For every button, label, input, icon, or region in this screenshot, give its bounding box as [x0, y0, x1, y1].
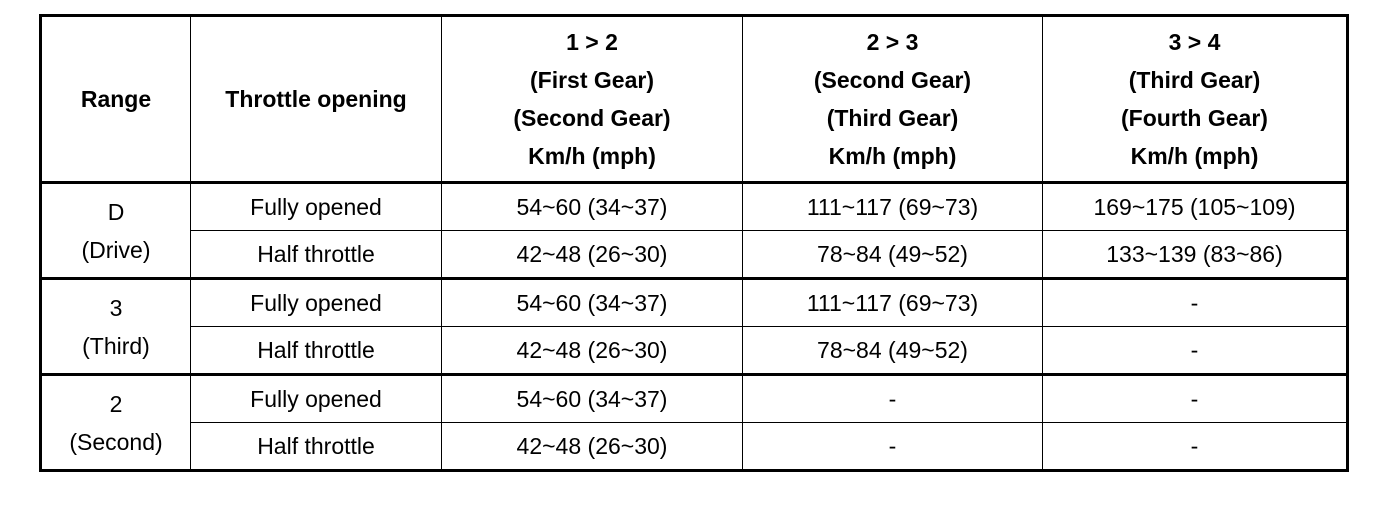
shift-2-3-cell: 78~84 (49~52) [743, 327, 1043, 375]
shift-1-2-cell: 54~60 (34~37) [442, 279, 743, 327]
header-shift-2-3-line: (Second Gear) [813, 67, 972, 93]
throttle-cell: Fully opened [191, 279, 442, 327]
header-range: Range [41, 16, 191, 183]
throttle-cell: Fully opened [191, 183, 442, 231]
shift-3-4-cell: 169~175 (105~109) [1043, 183, 1348, 231]
shift-1-2-cell: 54~60 (34~37) [442, 183, 743, 231]
table-row [41, 375, 1348, 423]
header-shift-1-2-line: Km/h (mph) [528, 143, 656, 169]
header-shift-3-4-line: (Third Gear) [1128, 67, 1261, 93]
throttle-cell: Half throttle [191, 423, 442, 471]
throttle-cell: Fully opened [191, 375, 442, 423]
header-shift-2-3-line: Km/h (mph) [828, 143, 957, 169]
table-row [41, 183, 1348, 231]
header-shift-3-4 [1043, 16, 1348, 183]
shift-3-4-cell: 133~139 (83~86) [1043, 231, 1348, 279]
range-code: 3 [109, 294, 123, 321]
shift-3-4-cell: - [1043, 279, 1348, 327]
shift-speed-table [39, 14, 1349, 472]
header-throttle-opening: Throttle opening [191, 16, 442, 183]
shift-3-4-cell: - [1043, 327, 1348, 375]
range-description: (Drive) [81, 236, 151, 263]
header-shift-3-4-line: (Fourth Gear) [1121, 105, 1268, 131]
shift-1-2-cell: 42~48 (26~30) [442, 231, 743, 279]
throttle-cell: Half throttle [191, 327, 442, 375]
shift-1-2-cell: 42~48 (26~30) [442, 423, 743, 471]
range-cell-second [41, 375, 191, 471]
throttle-cell: Half throttle [191, 231, 442, 279]
header-shift-1-2-line: (First Gear) [530, 67, 654, 93]
table-row [41, 327, 1348, 375]
shift-1-2-cell: 54~60 (34~37) [442, 375, 743, 423]
range-description: (Second) [69, 428, 163, 455]
table-row [41, 279, 1348, 327]
range-code: D [107, 198, 125, 225]
header-shift-2-3-line: (Third Gear) [826, 105, 959, 131]
shift-1-2-cell: 42~48 (26~30) [442, 327, 743, 375]
shift-2-3-cell: 111~117 (69~73) [743, 279, 1043, 327]
shift-2-3-cell: 78~84 (49~52) [743, 231, 1043, 279]
header-shift-2-3-line: 2 > 3 [866, 29, 919, 55]
shift-3-4-cell: - [1043, 423, 1348, 471]
shift-2-3-cell: - [743, 375, 1043, 423]
range-description: (Third) [82, 332, 150, 359]
header-shift-1-2-line: (Second Gear) [513, 105, 671, 131]
range-cell-third [41, 279, 191, 375]
header-shift-2-3 [743, 16, 1043, 183]
shift-2-3-cell: - [743, 423, 1043, 471]
header-shift-1-2-line: 1 > 2 [566, 29, 618, 55]
table-row [41, 423, 1348, 471]
range-code: 2 [109, 390, 123, 417]
header-shift-3-4-line: Km/h (mph) [1130, 143, 1259, 169]
shift-3-4-cell: - [1043, 375, 1348, 423]
table-row [41, 231, 1348, 279]
shift-2-3-cell: 111~117 (69~73) [743, 183, 1043, 231]
header-shift-3-4-line: 3 > 4 [1168, 29, 1221, 55]
range-cell-drive [41, 183, 191, 279]
header-row [41, 16, 1348, 183]
header-shift-1-2 [442, 16, 743, 183]
